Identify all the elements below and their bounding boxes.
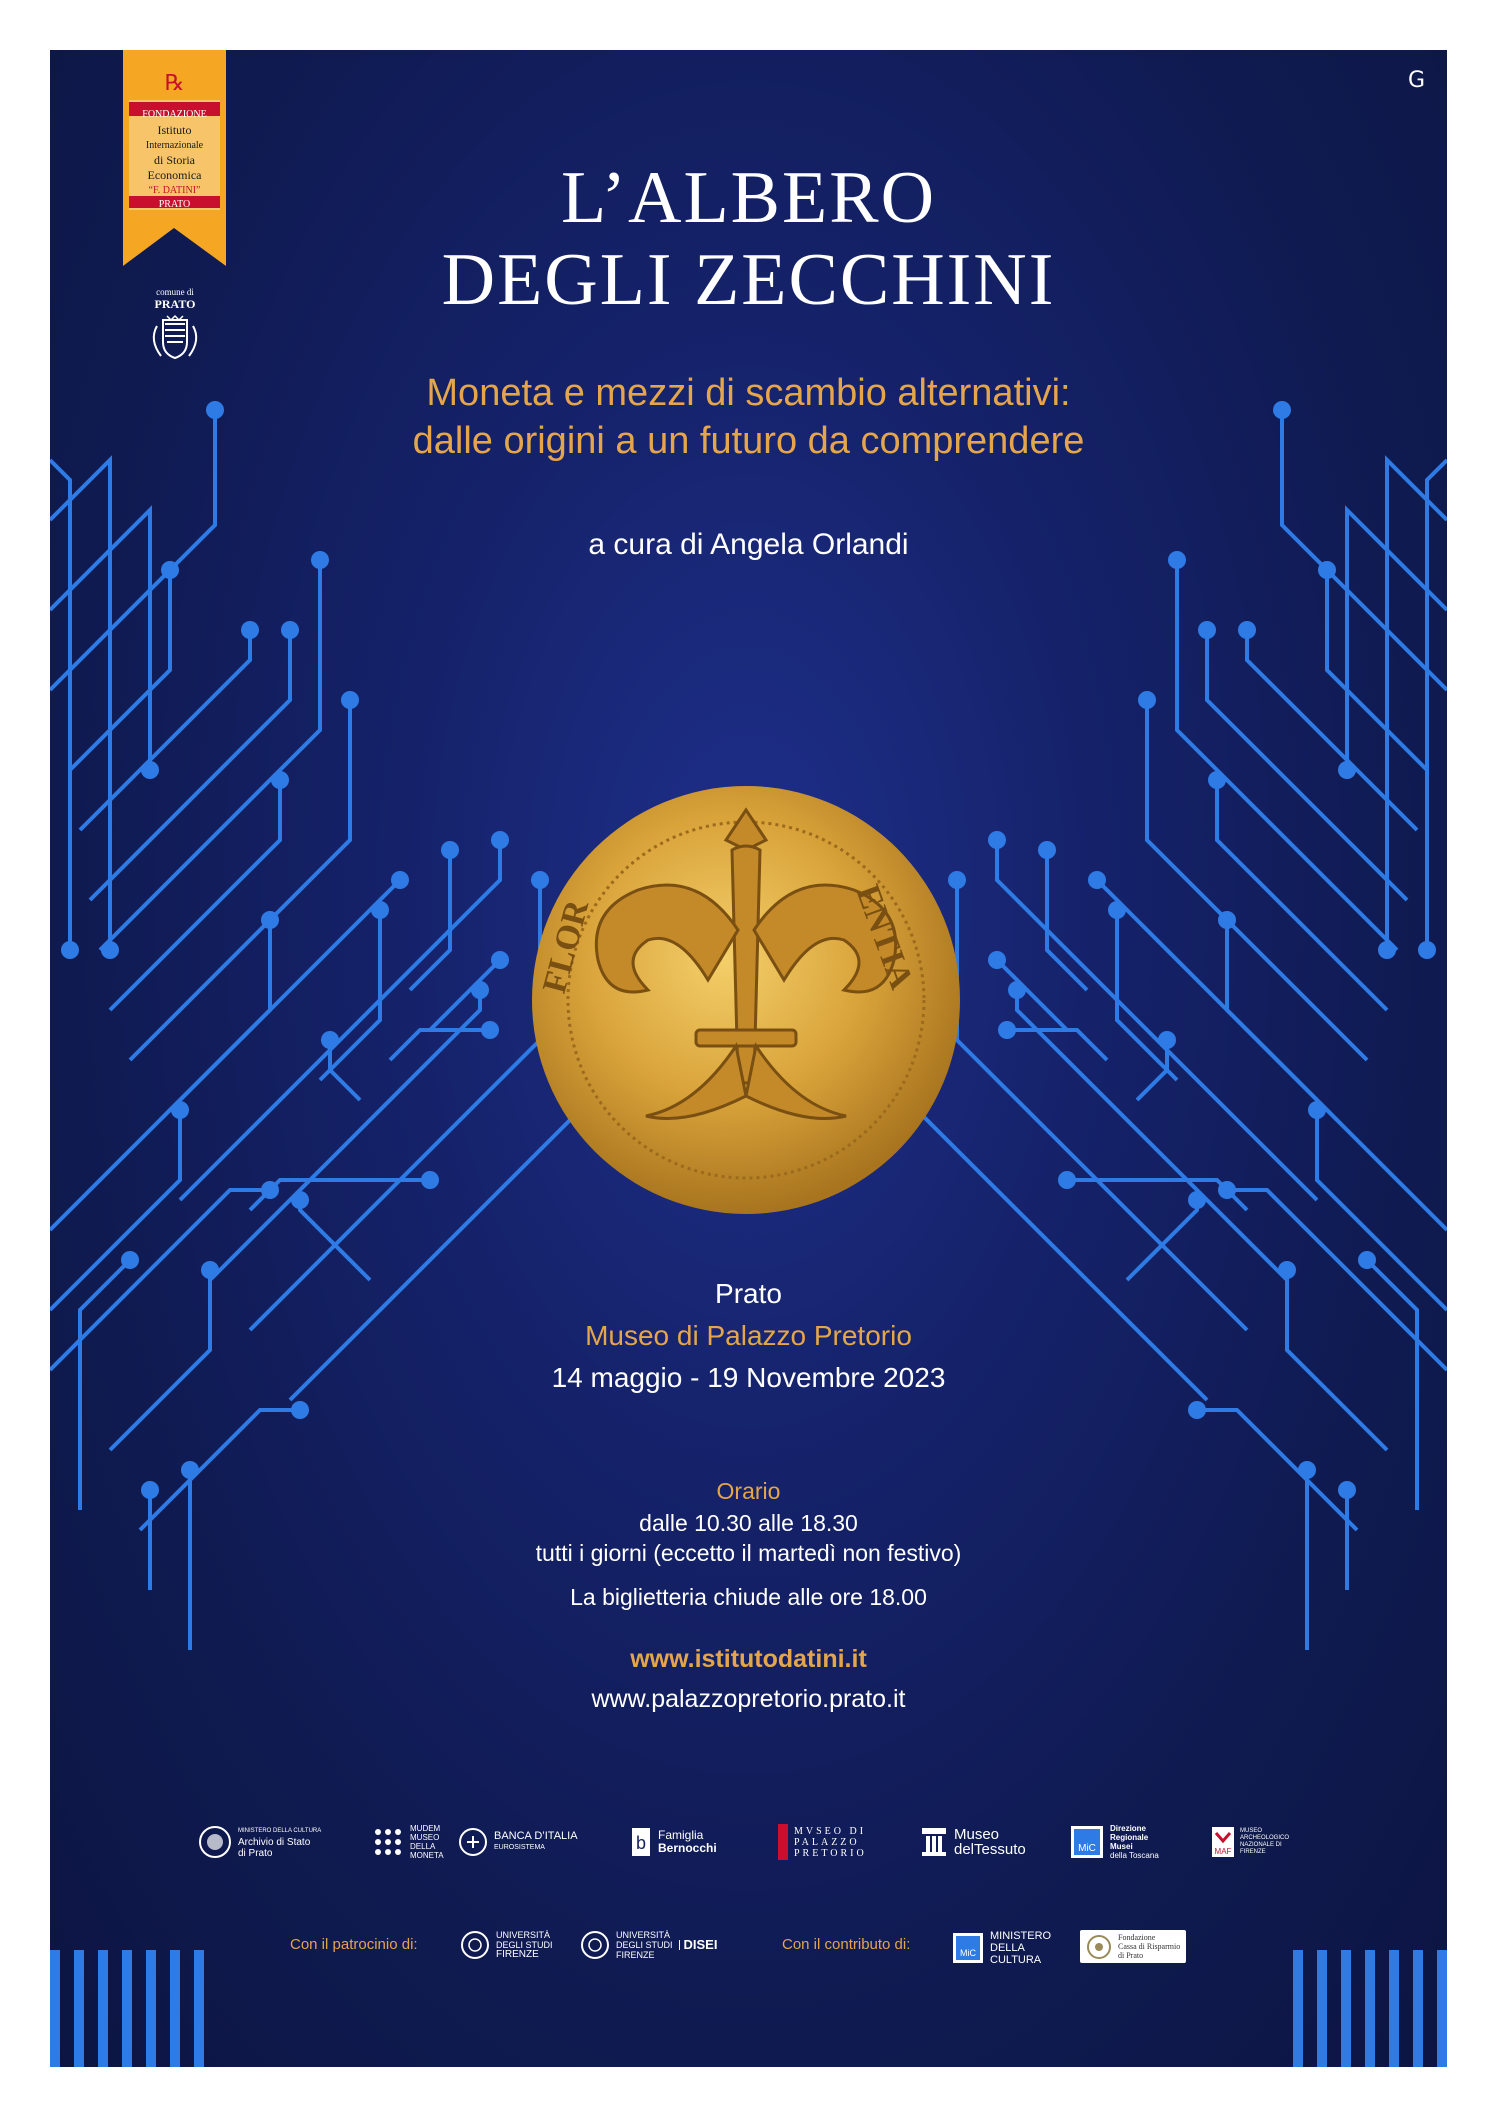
curator: a cura di Angela Orlandi — [588, 528, 909, 561]
svg-text:MAF: MAF — [1214, 1847, 1232, 1856]
hours-ticket: La biglietteria chiude alle ore 18.00 — [570, 1584, 927, 1610]
circuit-trace — [50, 920, 270, 1230]
circuit-trace — [80, 630, 250, 830]
circuit-trace — [997, 960, 1067, 1030]
hours-days: tutti i giorni (eccetto il martedì non festivo) — [535, 1540, 962, 1566]
circuit-node — [1058, 1171, 1076, 1189]
circuit-node — [1358, 1251, 1376, 1269]
pretorio-bar-icon — [778, 1824, 788, 1860]
circuit-bar — [122, 1950, 132, 2067]
circuit-node — [341, 691, 359, 709]
subtitle-line-2: dalle origini a un futuro da comprendere — [412, 420, 1085, 462]
circuit-node — [1318, 561, 1336, 579]
circuit-node — [1188, 1191, 1206, 1209]
circuit-trace — [250, 880, 540, 1330]
circuit-trace — [430, 960, 500, 1030]
gold-florin-coin-image — [526, 780, 966, 1220]
archivio-seal-icon — [198, 1825, 232, 1859]
fondazione-line-5: “F. DATINI” — [148, 185, 201, 196]
circuit-node — [988, 951, 1006, 969]
mudem-dots-icon — [372, 1826, 404, 1858]
circuit-trace — [390, 1030, 490, 1060]
circuit-bar — [1389, 1950, 1399, 2067]
circuit-trace — [330, 1040, 360, 1100]
circuit-node — [441, 841, 459, 859]
circuit-trace — [1137, 1040, 1167, 1100]
circuit-bar — [1317, 1950, 1327, 2067]
circuit-node — [988, 831, 1006, 849]
patrocinio-unifi: UNIVERSITÀ DEGLI STUDI FIRENZE — [460, 1930, 553, 1960]
circuit-node — [281, 621, 299, 639]
circuit-node — [1418, 941, 1436, 959]
circuit-node — [1198, 621, 1216, 639]
patrocinio-label: Con il patrocinio di: — [290, 1936, 418, 1953]
comune-line-2: PRATO — [154, 297, 196, 311]
contributo-ministero: MiC MINISTERO DELLA CULTURA — [952, 1930, 1051, 1966]
circuit-node — [421, 1171, 439, 1189]
maf-logo-icon — [1212, 1827, 1234, 1857]
location-museum: Museo di Palazzo Pretorio — [585, 1320, 912, 1351]
circuit-trace — [1247, 630, 1417, 830]
circuit-node — [171, 1101, 189, 1119]
location-dates: 14 maggio - 19 Novembre 2023 — [551, 1362, 946, 1393]
circuit-bar — [1437, 1950, 1447, 2067]
location-city: Prato — [715, 1278, 782, 1309]
bernocchi-b-icon — [630, 1826, 652, 1858]
comune-line-1: comune di — [156, 287, 194, 297]
circuit-trace — [70, 570, 170, 770]
circuit-trace — [957, 880, 1247, 1330]
svg-text:FLOR: FLOR — [535, 896, 597, 998]
circuit-node — [271, 771, 289, 789]
banca-italia-emblem-icon — [458, 1827, 488, 1857]
circuit-trace — [1047, 850, 1087, 990]
disei-seal-icon — [580, 1930, 610, 1960]
tessuto-column-icon — [920, 1826, 948, 1858]
circuit-node — [491, 951, 509, 969]
circuit-node — [1038, 841, 1056, 859]
circuit-bar — [170, 1950, 180, 2067]
circuit-node — [1298, 1461, 1316, 1479]
fondazione-top: FONDAZIONE — [142, 109, 207, 120]
circuit-node — [291, 1191, 309, 1209]
patrocinio-disei: UNIVERSITÀ DEGLI STUDI FIRENZE DISEI — [580, 1930, 717, 1960]
circuit-node — [1188, 1401, 1206, 1419]
circuit-node — [1088, 871, 1106, 889]
svg-text:b: b — [635, 1833, 647, 1853]
circuit-node — [481, 1021, 499, 1039]
circuit-bar — [194, 1950, 204, 2067]
circuit-node — [1218, 911, 1236, 929]
title-line-1: L’ALBERO — [560, 157, 937, 239]
unifi-seal-icon — [460, 1930, 490, 1960]
hours-time: dalle 10.30 alle 18.30 — [639, 1510, 858, 1536]
cassa-risparmio-emblem-icon — [1086, 1934, 1112, 1960]
fondazione-line-1: Istituto — [157, 123, 192, 137]
circuit-bar — [1341, 1950, 1351, 2067]
svg-text:MiC: MiC — [1078, 1843, 1096, 1854]
svg-text:MiC: MiC — [960, 1948, 976, 1958]
title-line-2: DEGLI ZECCHINI — [441, 239, 1056, 321]
svg-text:ENTIA: ENTIA — [848, 880, 921, 994]
circuit-node — [291, 1401, 309, 1419]
contributo-label: Con il contributo di: — [782, 1936, 911, 1953]
circuit-bar — [1293, 1950, 1303, 2067]
circuit-trace — [1327, 570, 1427, 770]
partner-famiglia-bernocchi: b Famiglia Bernocchi — [630, 1820, 717, 1864]
circuit-trace — [100, 560, 320, 950]
circuit-node — [121, 1251, 139, 1269]
partner-museo-tessuto: Museo delTessuto — [920, 1820, 1026, 1864]
circuit-node — [1158, 1031, 1176, 1049]
circuit-node — [491, 831, 509, 849]
poster — [50, 50, 1447, 2067]
circuit-trace — [110, 780, 280, 1010]
partner-mudem: MUDEM MUSEO DELLA MONETA — [372, 1820, 444, 1864]
circuit-trace — [1227, 920, 1447, 1230]
partner-banca-italia: BANCA D’ITALIA EUROSISTEMA — [458, 1820, 578, 1864]
partner-archivio-stato: MINISTERO DELLA CULTURA Archivio di Stato di Prato — [198, 1820, 321, 1864]
circuit-node — [181, 1461, 199, 1479]
circuit-node — [391, 871, 409, 889]
mic-ministero-icon — [952, 1932, 984, 1964]
circuit-trace — [1007, 1030, 1107, 1060]
circuit-trace — [1177, 560, 1397, 950]
circuit-node — [1308, 1101, 1326, 1119]
circuit-node — [1238, 621, 1256, 639]
circuit-node — [161, 561, 179, 579]
partner-palazzo-pretorio: MVSEO DI PALAZZO PRETORIO — [778, 1820, 867, 1864]
mic-square-icon — [1070, 1825, 1104, 1859]
circuit-node — [321, 1031, 339, 1049]
partner-direzione-musei: MiC Direzione Regionale Musei della Toscana — [1070, 1820, 1159, 1864]
svg-text:℞: ℞ — [164, 70, 185, 95]
circuit-node — [261, 911, 279, 929]
fondazione-line-4: Economica — [147, 168, 202, 182]
circuit-node — [201, 1261, 219, 1279]
subtitle-line-1: Moneta e mezzi di scambio alternativi: — [426, 372, 1071, 414]
circuit-bar — [146, 1950, 156, 2067]
fondazione-bottom: PRATO — [158, 199, 191, 210]
circuit-bar — [1413, 1950, 1423, 2067]
circuit-node — [1278, 1261, 1296, 1279]
circuit-node — [1138, 691, 1156, 709]
circuit-node — [241, 621, 259, 639]
circuit-bar — [50, 1950, 60, 2067]
website-palazzopretorio[interactable]: www.palazzopretorio.prato.it — [591, 1685, 906, 1713]
circuit-trace — [1217, 780, 1387, 1010]
fondazione-line-2: Internazionale — [145, 140, 204, 151]
circuit-bar — [1365, 1950, 1375, 2067]
hours-label: Orario — [716, 1478, 781, 1504]
circuit-node — [998, 1021, 1016, 1039]
circuit-bar — [74, 1950, 84, 2067]
circuit-trace — [410, 850, 450, 990]
corner-logo-icon: G — [1407, 68, 1425, 93]
partner-maf: MAF MUSEO ARCHEOLOGICO NAZIONALE DI FIRENZE — [1212, 1820, 1289, 1864]
circuit-node — [61, 941, 79, 959]
circuit-node — [1208, 771, 1226, 789]
website-istitutodatini[interactable]: www.istitutodatini.it — [630, 1645, 867, 1673]
circuit-node — [371, 901, 389, 919]
circuit-bar — [98, 1950, 108, 2067]
contributo-fondazione-cassa: Fondazione Cassa di Risparmio di Prato — [1080, 1930, 1186, 1963]
circuit-node — [1108, 901, 1126, 919]
fondazione-line-3: di Storia — [154, 153, 195, 167]
